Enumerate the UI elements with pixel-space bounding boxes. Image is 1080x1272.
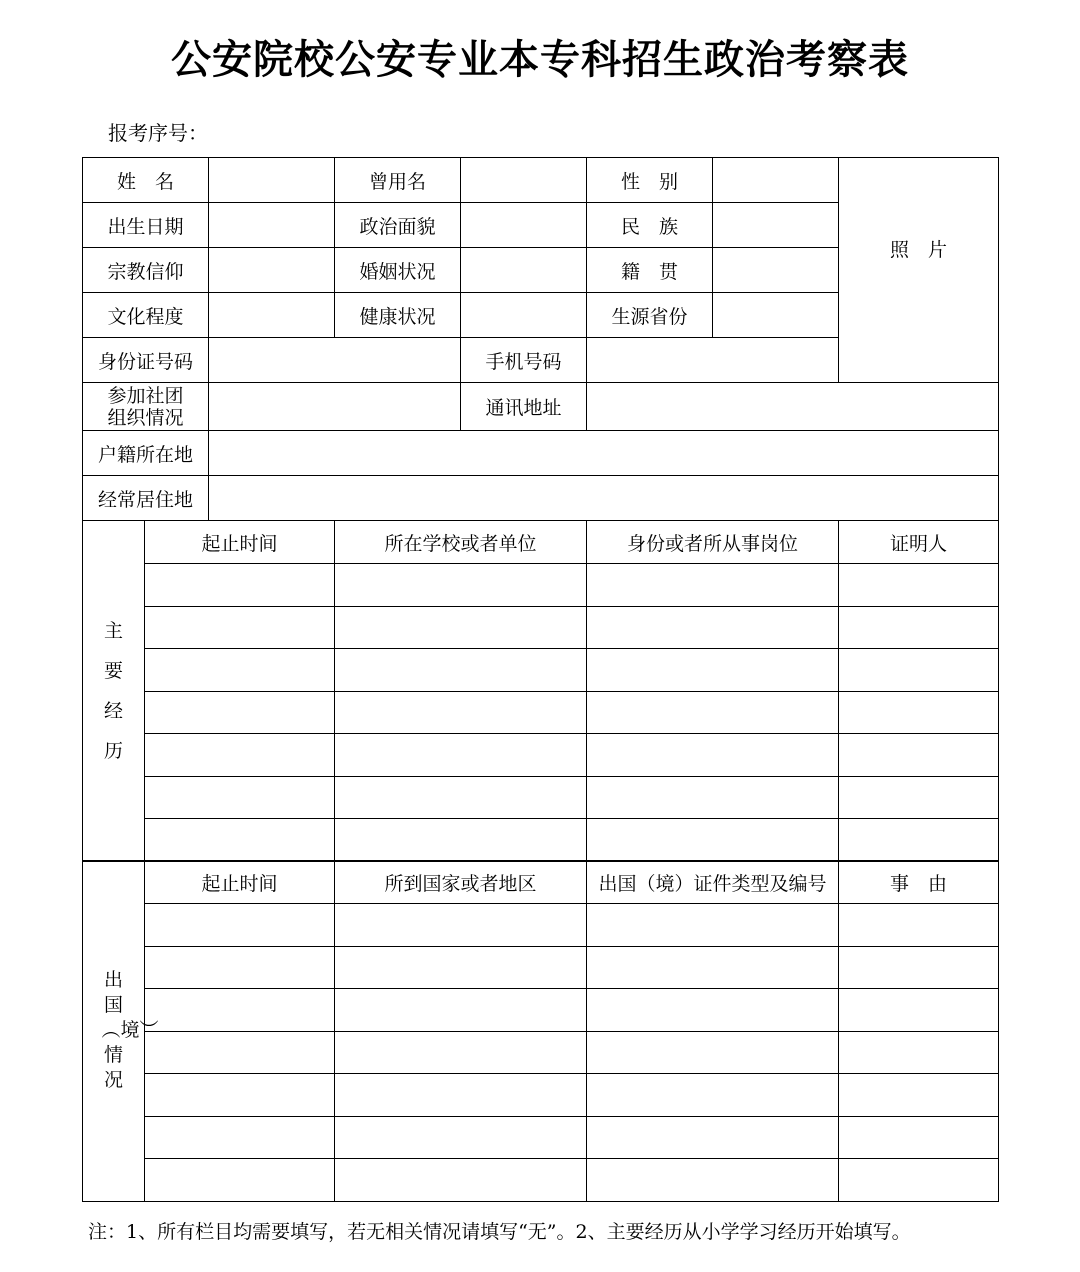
experience-witness-cell[interactable]: [839, 734, 999, 777]
abroad-row: [83, 1031, 999, 1074]
experience-header-school: 所在学校或者单位: [335, 521, 587, 564]
ethnicity-field[interactable]: [713, 203, 839, 248]
abroad-header-country: 所到国家或者地区: [335, 861, 587, 904]
basic-info-table: [82, 157, 999, 521]
experience-position-cell[interactable]: [587, 649, 839, 692]
experience-period-cell[interactable]: [145, 691, 335, 734]
abroad-country-cell[interactable]: [335, 1031, 587, 1074]
abroad-document-cell[interactable]: [587, 989, 839, 1032]
abroad-reason-cell[interactable]: [839, 946, 999, 989]
abroad-period-cell[interactable]: [145, 904, 335, 947]
abroad-row: [83, 1159, 999, 1202]
abroad-period-cell[interactable]: [145, 946, 335, 989]
name-field[interactable]: [209, 158, 335, 203]
hukou-field[interactable]: [209, 431, 999, 476]
experience-position-cell[interactable]: [587, 819, 839, 862]
organization-label: [83, 383, 209, 431]
abroad-document-cell[interactable]: [587, 1159, 839, 1202]
experience-period-cell[interactable]: [145, 776, 335, 819]
experience-school-cell[interactable]: [335, 649, 587, 692]
organization-field[interactable]: [209, 383, 461, 431]
marital-status-label: 婚姻状况: [335, 248, 461, 293]
abroad-reason-cell[interactable]: [839, 989, 999, 1032]
birth-date-field[interactable]: [209, 203, 335, 248]
education-field[interactable]: [209, 293, 335, 338]
experience-position-cell[interactable]: [587, 564, 839, 607]
religion-field[interactable]: [209, 248, 335, 293]
footnote: 注：1、所有栏目均需要填写，若无相关情况请填写“无”。2、主要经历从小学学习经历开始填写。: [88, 1221, 911, 1243]
former-name-label: 曾用名: [335, 158, 461, 203]
abroad-header-period: 起止时间: [145, 861, 335, 904]
gender-field[interactable]: [713, 158, 839, 203]
native-place-label: 籍 贯: [587, 248, 713, 293]
experience-row: [83, 649, 999, 692]
abroad-reason-cell[interactable]: [839, 1116, 999, 1159]
abroad-reason-cell[interactable]: [839, 1074, 999, 1117]
experience-school-cell[interactable]: [335, 691, 587, 734]
health-field[interactable]: [461, 293, 587, 338]
gender-label: 性 别: [587, 158, 713, 203]
mobile-label: 手机号码: [461, 338, 587, 383]
health-label: 健康状况: [335, 293, 461, 338]
experience-side-label-cell: [83, 521, 145, 862]
address-field[interactable]: [587, 383, 999, 431]
abroad-document-cell[interactable]: [587, 1074, 839, 1117]
mobile-field[interactable]: [587, 338, 839, 383]
name-label: 姓 名: [83, 158, 209, 203]
abroad-side-label: 出国︵境︶情况: [101, 969, 159, 1092]
experience-period-cell[interactable]: [145, 819, 335, 862]
marital-status-field[interactable]: [461, 248, 587, 293]
experience-header-witness: 证明人: [839, 521, 999, 564]
experience-witness-cell[interactable]: [839, 649, 999, 692]
photo-box[interactable]: [839, 158, 999, 383]
education-label: 文化程度: [83, 293, 209, 338]
experience-school-cell[interactable]: [335, 776, 587, 819]
abroad-reason-cell[interactable]: [839, 904, 999, 947]
form-title: 公安院校公安专业本专科招生政治考察表: [171, 36, 909, 83]
experience-witness-cell[interactable]: [839, 776, 999, 819]
experience-position-cell[interactable]: [587, 606, 839, 649]
experience-witness-cell[interactable]: [839, 564, 999, 607]
experience-header-position: 身份或者所从事岗位: [587, 521, 839, 564]
experience-school-cell[interactable]: [335, 606, 587, 649]
experience-period-cell[interactable]: [145, 564, 335, 607]
abroad-period-cell[interactable]: [145, 1031, 335, 1074]
experience-row: [83, 734, 999, 777]
abroad-period-cell[interactable]: [145, 1159, 335, 1202]
abroad-country-cell[interactable]: [335, 1116, 587, 1159]
abroad-reason-cell[interactable]: [839, 1159, 999, 1202]
abroad-document-cell[interactable]: [587, 946, 839, 989]
abroad-header-document: 出国（境）证件类型及编号: [587, 861, 839, 904]
abroad-country-cell[interactable]: [335, 1159, 587, 1202]
religion-label: 宗教信仰: [83, 248, 209, 293]
abroad-period-cell[interactable]: [145, 1074, 335, 1117]
experience-witness-cell[interactable]: [839, 691, 999, 734]
source-province-field[interactable]: [713, 293, 839, 338]
abroad-document-cell[interactable]: [587, 1031, 839, 1074]
abroad-row: [83, 1074, 999, 1117]
experience-school-cell[interactable]: [335, 819, 587, 862]
experience-row: [83, 606, 999, 649]
experience-period-cell[interactable]: [145, 734, 335, 777]
experience-witness-cell[interactable]: [839, 819, 999, 862]
abroad-reason-cell[interactable]: [839, 1031, 999, 1074]
experience-row: [83, 564, 999, 607]
abroad-country-cell[interactable]: [335, 1074, 587, 1117]
experience-school-cell[interactable]: [335, 734, 587, 777]
experience-row: [83, 776, 999, 819]
residence-field[interactable]: [209, 476, 999, 521]
ethnicity-label: 民 族: [587, 203, 713, 248]
abroad-row: [83, 904, 999, 947]
experience-school-cell[interactable]: [335, 564, 587, 607]
residence-label: 经常居住地: [83, 476, 209, 521]
abroad-row: [83, 946, 999, 989]
abroad-side-label-cell: [83, 861, 159, 1202]
id-number-field[interactable]: [209, 338, 461, 383]
experience-period-cell[interactable]: [145, 649, 335, 692]
abroad-country-cell[interactable]: [335, 989, 587, 1032]
abroad-country-cell[interactable]: [335, 946, 587, 989]
hukou-label: 户籍所在地: [83, 431, 209, 476]
abroad-document-cell[interactable]: [587, 904, 839, 947]
organization-label-line1: 参加社团: [107, 384, 184, 407]
abroad-country-cell[interactable]: [335, 904, 587, 947]
serial-number-label: 报考序号：: [108, 121, 208, 145]
experience-side-label: 主要经历: [103, 619, 123, 762]
experience-header-period: 起止时间: [145, 521, 335, 564]
address-label: 通讯地址: [461, 383, 587, 431]
photo-label: 照 片: [889, 238, 947, 261]
abroad-row: [83, 1116, 999, 1159]
source-province-label: 生源省份: [587, 293, 713, 338]
native-place-field[interactable]: [713, 248, 839, 293]
experience-table: [82, 520, 999, 862]
experience-position-cell[interactable]: [587, 776, 839, 819]
abroad-header-reason: 事 由: [839, 861, 999, 904]
former-name-field[interactable]: [461, 158, 587, 203]
birth-date-label: 出生日期: [83, 203, 209, 248]
experience-row: [83, 819, 999, 862]
abroad-period-cell[interactable]: [145, 989, 335, 1032]
abroad-table: [82, 860, 999, 1202]
organization-label-line2: 组织情况: [107, 406, 184, 429]
abroad-document-cell[interactable]: [587, 1116, 839, 1159]
political-status-field[interactable]: [461, 203, 587, 248]
experience-row: [83, 691, 999, 734]
experience-position-cell[interactable]: [587, 691, 839, 734]
political-status-label: 政治面貌: [335, 203, 461, 248]
abroad-period-cell[interactable]: [145, 1116, 335, 1159]
experience-period-cell[interactable]: [145, 606, 335, 649]
experience-witness-cell[interactable]: [839, 606, 999, 649]
id-number-label: 身份证号码: [83, 338, 209, 383]
experience-position-cell[interactable]: [587, 734, 839, 777]
abroad-row: [83, 989, 999, 1032]
